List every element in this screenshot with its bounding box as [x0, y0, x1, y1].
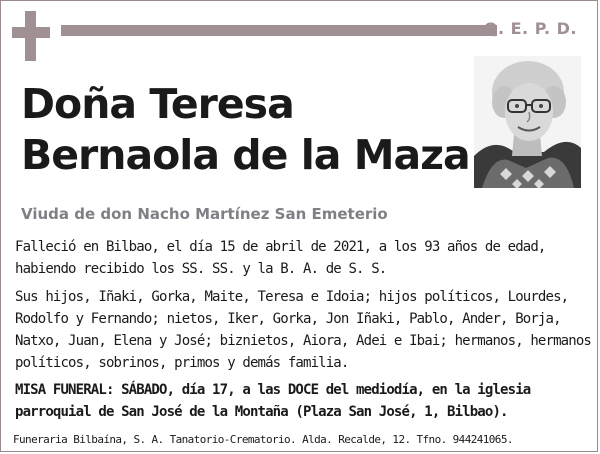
family-list: Sus hijos, Iñaki, Gorka, Maite, Teresa e Idoia; hijos políticos, Lourdes, Rodolfo y Fernando; nietos, Iker, Gorka, Jon Iñaki, Pablo, Ander, Borja, Natxo, Juan, Elena y José; biznietos, Aiora, Adei e Ibai; hermanos, hermanos políticos, sobrinos, primos y demás familia.	[15, 289, 591, 371]
deceased-name	[21, 79, 470, 181]
header-rule	[61, 25, 497, 36]
widow-subtitle: Viuda de don Nacho Martínez San Emeterio	[21, 205, 388, 223]
name-line-2: Bernaola de la Maza	[21, 131, 470, 179]
name-line-1: Doña Teresa	[21, 80, 294, 128]
funeral-home-footer: Funeraria Bilbaína, S. A. Tanatorio-Crematorio. Alda. Recalde, 12. Tfno. 944241065.	[13, 433, 513, 446]
death-announcement: Falleció en Bilbao, el día 15 de abril de 2021, a los 93 años de edad, habiendo recibido los SS. SS. y la B. A. de S. S.	[15, 239, 546, 277]
funeral-mass-notice: MISA FUNERAL: SÁBADO, día 17, a las DOCE del mediodía, en la iglesia parroquial de San José de la Montaña (Plaza San José, 1, Bilbao).	[15, 382, 531, 420]
qepd-label: Q. E. P. D.	[483, 19, 577, 38]
portrait-photo	[474, 56, 581, 188]
latin-cross-icon	[12, 11, 50, 61]
